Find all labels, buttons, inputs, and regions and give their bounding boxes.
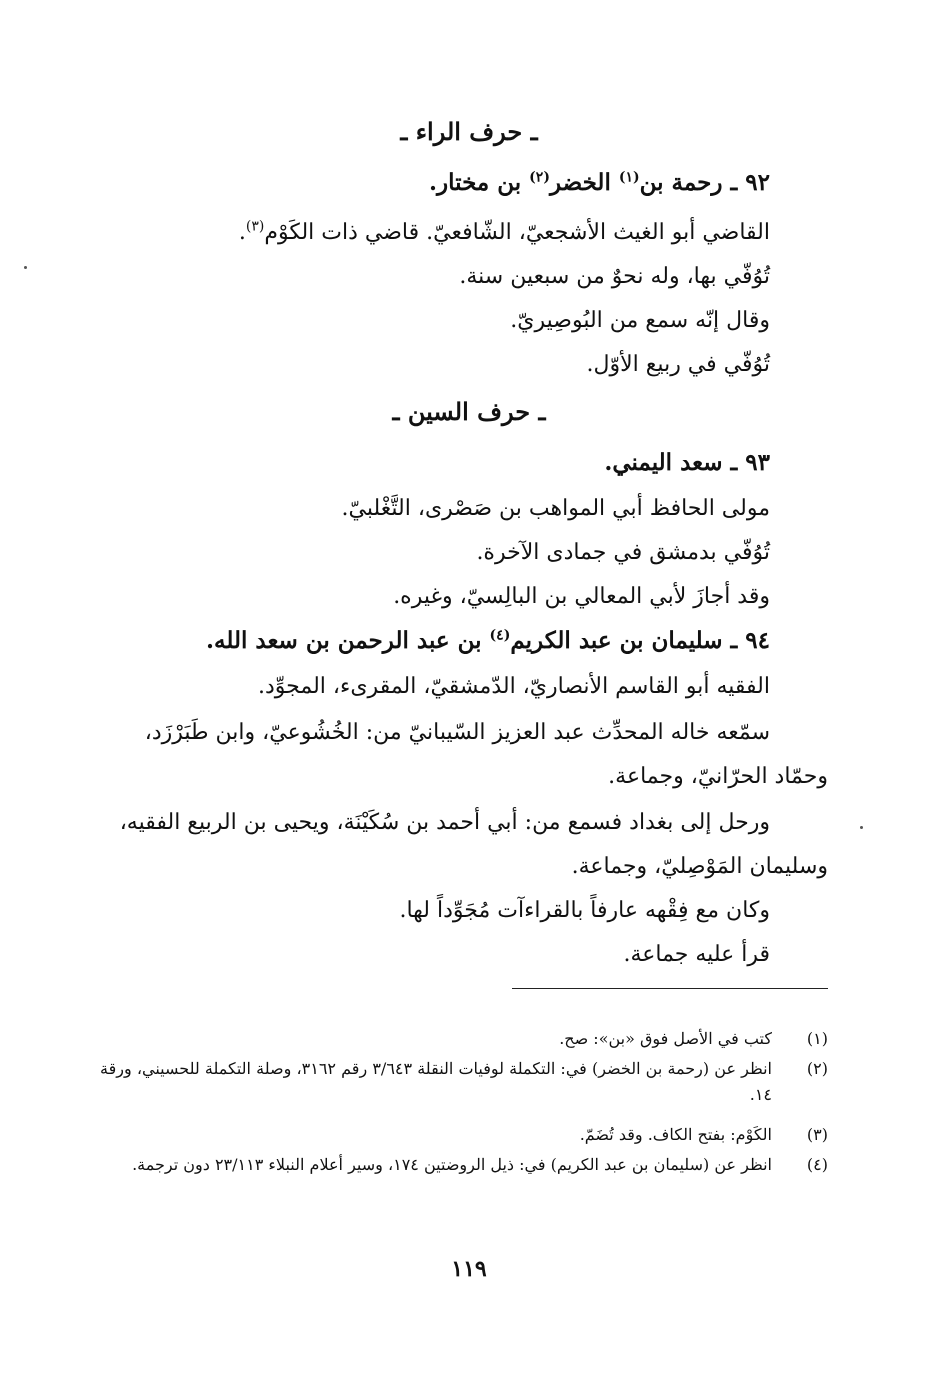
footnote-ref-1[interactable]: (١) bbox=[618, 169, 640, 186]
footnote-3-text: الكَوْم: بفتح الكاف. وقد تُضَمّ. bbox=[579, 1125, 772, 1144]
footnote-4-text: انظر عن (سليمان بن عبد الكريم) في: ذيل الروضتين ١٧٤، وسير أعلام النبلاء ٢٣/١١٣ دون ترجمة. bbox=[132, 1155, 772, 1174]
entry-92-line-1 bbox=[100, 218, 770, 248]
entry-94-line-6: وكان مع فِقْهه عارفاً بالقراءآت مُجَوِّداً لها. bbox=[399, 898, 770, 923]
footnote-4 bbox=[100, 1152, 828, 1212]
entry-93-line-1: مولى الحافظ أبي المواهب بن صَصْرى، التَّغْلبيّ. bbox=[341, 496, 770, 521]
footnote-4-number: (٤) bbox=[806, 1155, 828, 1174]
footnote-2-number: (٢) bbox=[806, 1059, 828, 1078]
footnote-ref-2[interactable]: (٢) bbox=[529, 169, 550, 186]
entry-92-number: ٩٢ ـ bbox=[730, 169, 770, 196]
section-heading-ra: ـ حرف الراء ـ bbox=[400, 117, 538, 146]
entry-92-line-1-end: . bbox=[238, 220, 246, 245]
section-heading-sin: ـ حرف السين ـ bbox=[392, 397, 546, 426]
entry-92-name-a: رحمة بن bbox=[639, 169, 723, 196]
footnote-1 bbox=[100, 1026, 828, 1052]
entry-92-title bbox=[100, 168, 770, 198]
entry-92-end: . bbox=[429, 169, 438, 196]
footnote-2 bbox=[100, 1056, 828, 1116]
entry-94-line-5: وسليمان المَوْصِليّ، وجماعة. bbox=[571, 854, 828, 879]
entry-94-name-a: ٩٤ ـ سليمان بن عبد الكريم bbox=[510, 627, 770, 654]
footnote-ref-3[interactable]: (٣) bbox=[245, 218, 265, 235]
entry-93-line-3: وقد أجازَ لأبي المعالي بن البالِسيّ، وغيره. bbox=[393, 584, 770, 609]
footnote-3 bbox=[100, 1122, 828, 1148]
entry-94-line-1: الفقيه أبو القاسم الأنصاريّ، الدّمشقيّ، المقرىء، المجوِّد. bbox=[258, 674, 770, 699]
entry-94-line-7: قرأ عليه جماعة. bbox=[623, 942, 770, 967]
entry-92-line-4: تُوُفّي في ربيع الأوّل. bbox=[586, 352, 770, 377]
entry-94-line-4: ورحل إلى بغداد فسمع من: أبي أحمد بن سُكَيْنَة، ويحيى بن الربيع الفقيه، bbox=[119, 810, 770, 835]
entry-92-line-2: تُوُفّي بها، وله نحوٌ من سبعين سنة. bbox=[459, 264, 770, 289]
entry-93-line-2: تُوُفّي بدمشق في جمادى الآخرة. bbox=[476, 540, 770, 565]
entry-92-name-c: بن مختار bbox=[437, 169, 522, 196]
footnote-1-number: (١) bbox=[806, 1029, 828, 1048]
page-number: ١١٩ bbox=[451, 1256, 487, 1282]
footnote-2-text: انظر عن (رحمة بن الخضر) في: التكملة لوفيات النقلة ٣/٦٤٣ رقم ٣١٦٢، وصلة التكملة للحسيني، ورقة ١٤. bbox=[100, 1059, 773, 1104]
entry-94-line-3: وحمّاد الحرّانيّ، وجماعة. bbox=[608, 764, 828, 789]
scan-speck bbox=[860, 826, 863, 829]
entry-93-title: ٩٣ ـ سعد اليمني. bbox=[604, 449, 770, 476]
entry-92-line-1-text: القاضي أبو الغيث الأشجعيّ، الشّافعيّ. قاضي ذات الكَوْم bbox=[264, 220, 770, 245]
footnote-3-number: (٣) bbox=[806, 1125, 828, 1144]
scan-speck bbox=[24, 266, 27, 269]
entry-94-name-b: بن عبد الرحمن بن سعد الله. bbox=[206, 627, 482, 654]
entry-92-name-b: الخضر bbox=[549, 169, 611, 196]
entry-94-line-2: سمّعه خاله المحدِّث عبد العزيز السّيبانيّ من: الخُشُوعيّ، وابن طَبَرْزَد، bbox=[144, 720, 770, 745]
footnote-divider bbox=[512, 988, 828, 989]
footnote-ref-4[interactable]: (٤) bbox=[489, 627, 511, 644]
footnote-1-text: كتب في الأصل فوق «بن»: صح. bbox=[559, 1029, 772, 1048]
entry-94-title bbox=[100, 626, 770, 656]
entry-92-line-3: وقال إنّه سمع من البُوصِيريّ. bbox=[510, 308, 770, 333]
